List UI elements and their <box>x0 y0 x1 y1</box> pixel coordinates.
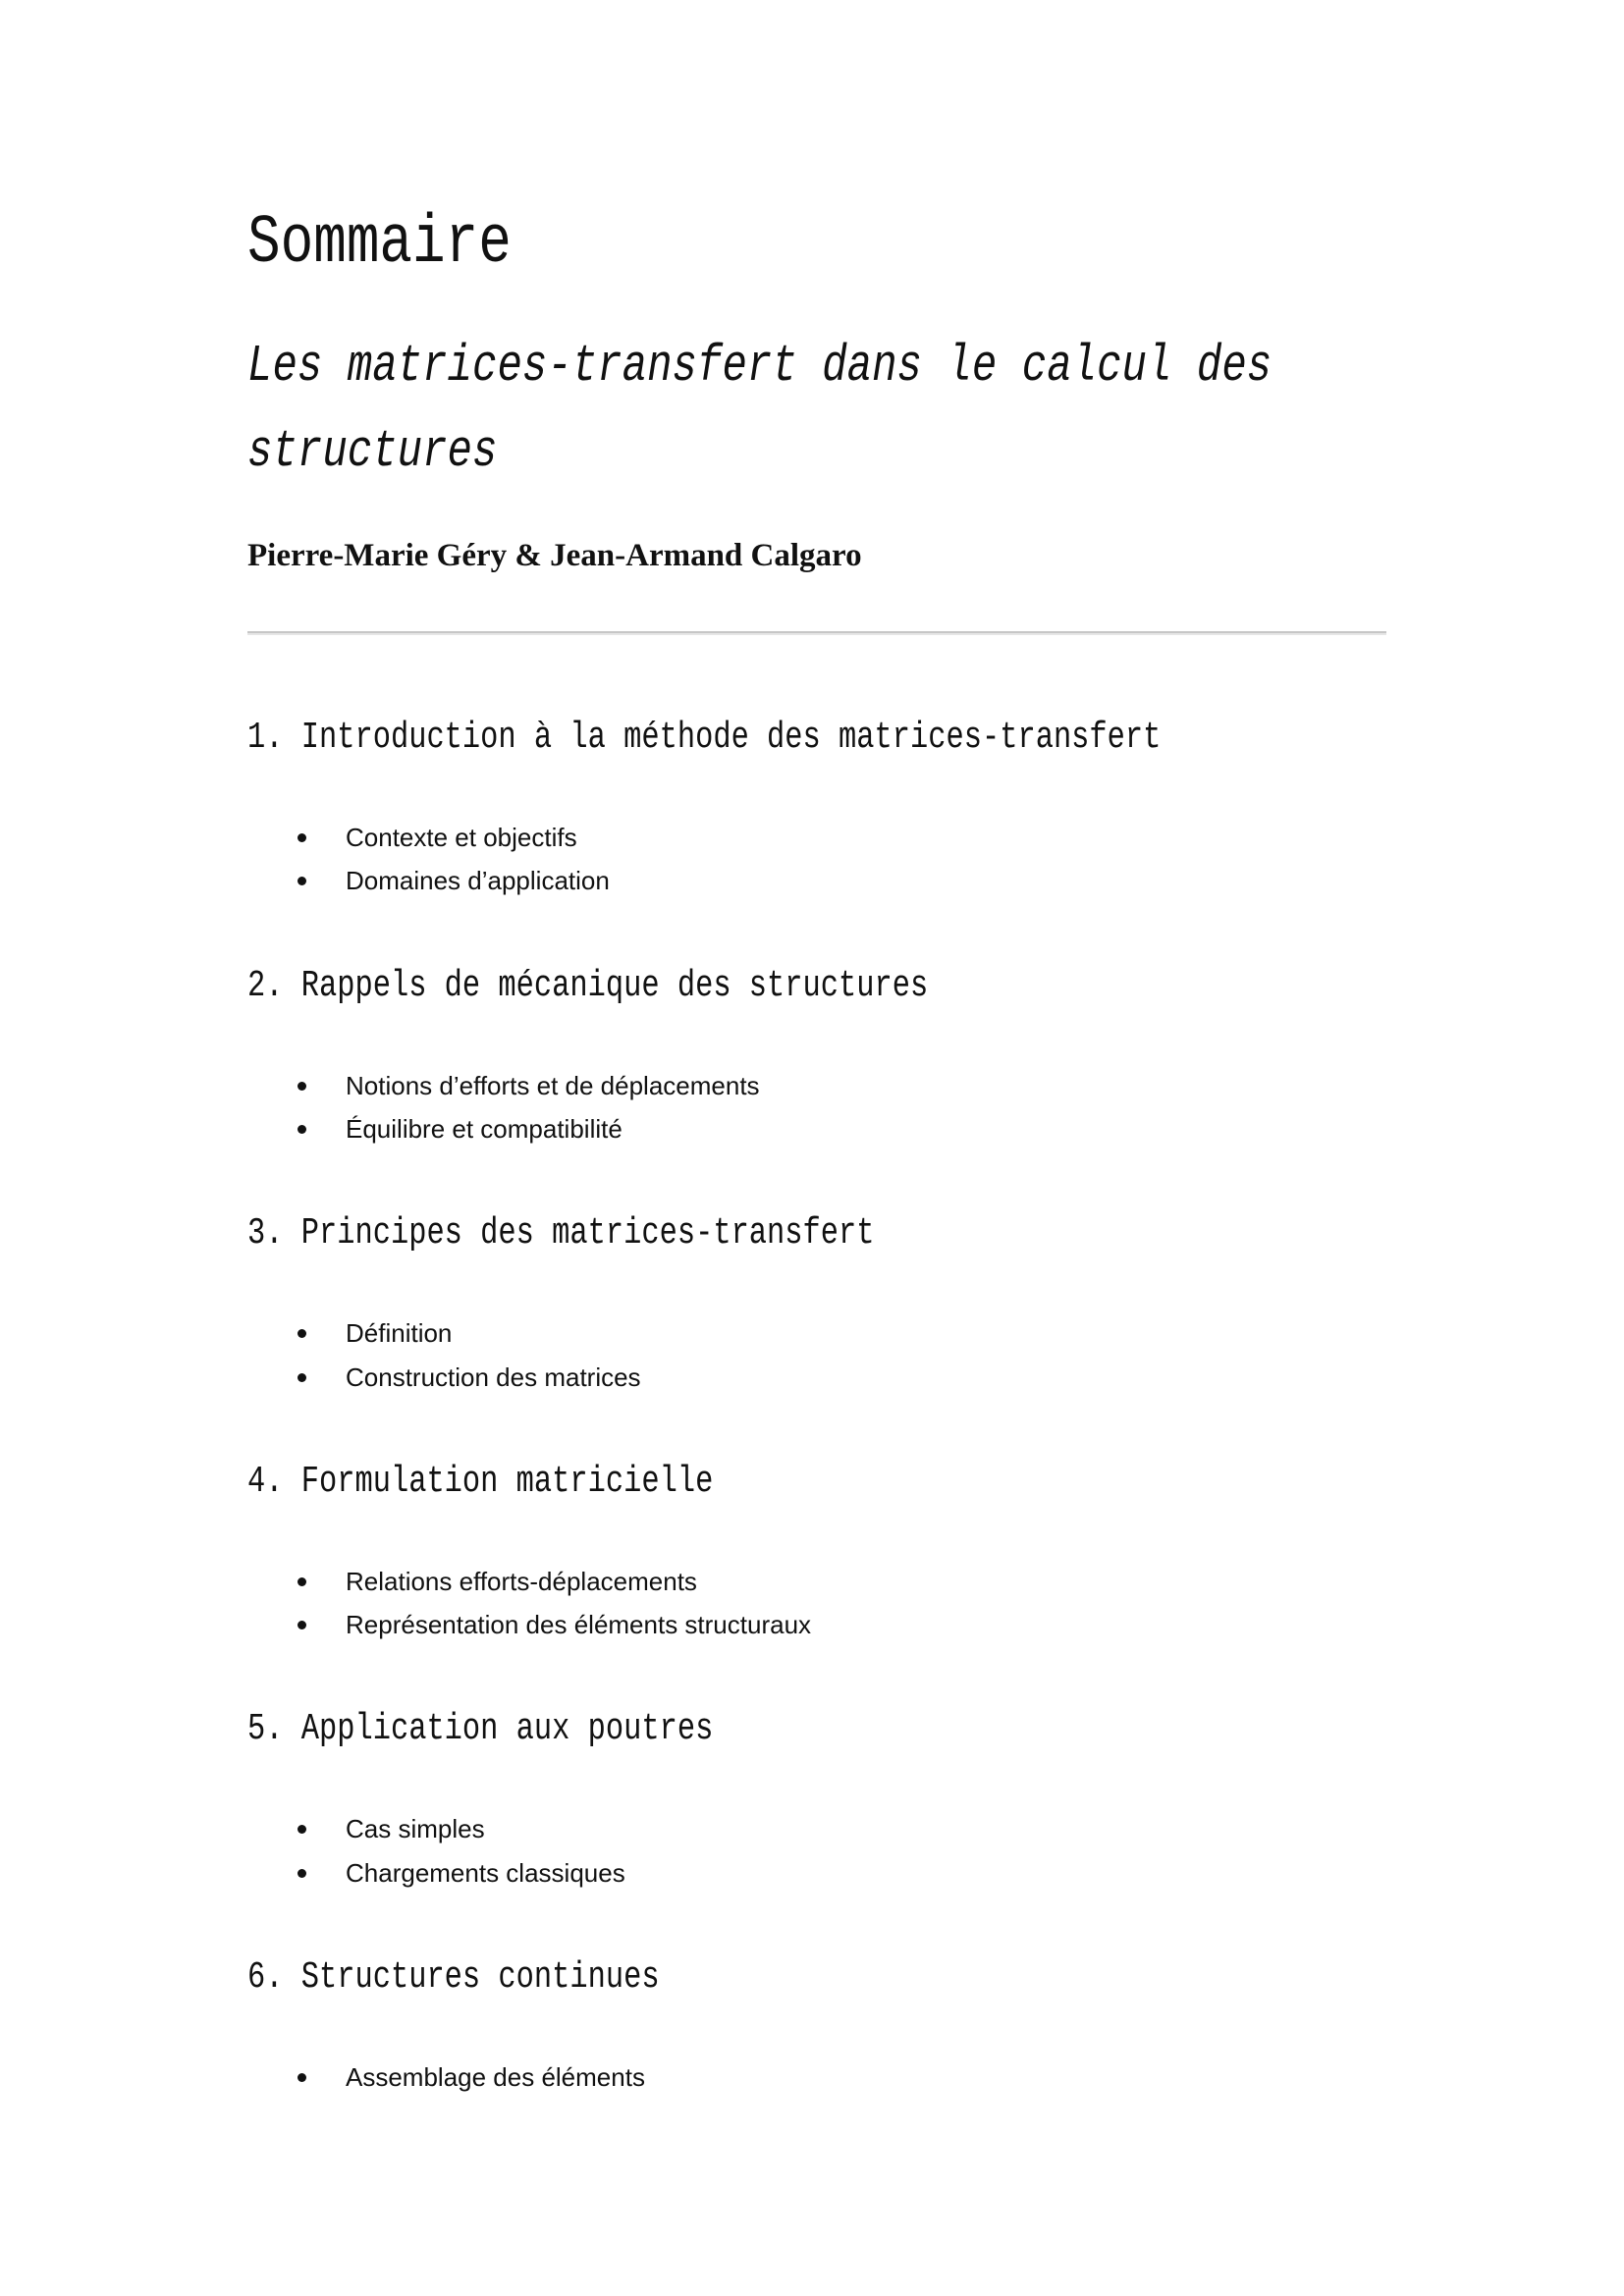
section-items <box>247 1560 1386 1647</box>
toc-section <box>247 1461 1386 1709</box>
section-title: Formulation matricielle <box>300 1460 714 1503</box>
bullet-icon <box>298 1825 306 1834</box>
section-number: 3. <box>247 1212 284 1255</box>
section-title: Introduction à la méthode des matrices-transfert <box>300 717 1162 759</box>
bullet-icon <box>298 1373 306 1382</box>
list-item-text: Assemblage des éléments <box>346 2061 645 2092</box>
section-title: Structures continues <box>300 1955 660 1999</box>
section-heading <box>247 717 1161 760</box>
list-item-text: Chargements classiques <box>346 1857 625 1888</box>
section-number: 5. <box>247 1708 284 1751</box>
section-title: Principes des matrices-transfert <box>300 1212 875 1255</box>
toc-section <box>247 1708 1386 1956</box>
section-title: Application aux poutres <box>300 1708 714 1751</box>
section-heading <box>247 965 928 1008</box>
bullet-icon <box>298 1577 306 1586</box>
list-item-text: Représentation des éléments structuraux <box>346 1610 812 1640</box>
section-items <box>247 2056 1386 2099</box>
section-heading <box>247 1708 713 1751</box>
bullet-icon <box>298 1125 306 1134</box>
list-item-text: Notions d’efforts et de déplacements <box>346 1070 760 1100</box>
list-item <box>247 1851 1386 1895</box>
list-item <box>247 1107 1386 1150</box>
list-item-text: Définition <box>346 1318 453 1349</box>
list-item <box>247 1560 1386 1603</box>
bullet-icon <box>298 1329 306 1338</box>
page-title: Sommaire <box>247 205 512 283</box>
list-item <box>247 1356 1386 1399</box>
section-heading <box>247 1212 875 1255</box>
bullet-icon <box>298 1082 306 1091</box>
title-divider <box>247 631 1386 635</box>
document-authors: Pierre-Marie Géry & Jean-Armand Calgaro <box>247 538 862 573</box>
list-item-text: Relations efforts-déplacements <box>346 1566 697 1596</box>
section-number: 4. <box>247 1460 284 1503</box>
bullet-icon <box>298 1869 306 1878</box>
toc-section <box>247 1212 1386 1461</box>
list-item <box>247 1603 1386 1646</box>
list-item-text: Équilibre et compatibilité <box>346 1113 623 1144</box>
section-items <box>247 816 1386 903</box>
list-item-text: Contexte et objectifs <box>346 823 577 852</box>
table-of-contents <box>247 717 1386 2205</box>
list-item <box>247 859 1386 902</box>
section-number: 2. <box>247 964 284 1007</box>
list-item-text: Construction des matrices <box>346 1362 641 1392</box>
document-subtitle: Les matrices-transfert dans le calcul des structures <box>247 337 1272 481</box>
toc-section <box>247 965 1386 1213</box>
section-number: 6. <box>247 1955 284 1999</box>
section-items <box>247 1807 1386 1895</box>
bullet-icon <box>298 1621 306 1629</box>
list-item <box>247 1311 1386 1355</box>
section-heading <box>247 1956 660 2000</box>
section-heading <box>247 1461 713 1504</box>
section-items <box>247 1311 1386 1399</box>
section-number: 1. <box>247 717 284 759</box>
section-items <box>247 1064 1386 1151</box>
section-title: Rappels de mécanique des structures <box>300 964 929 1007</box>
bullet-icon <box>298 877 306 885</box>
toc-section <box>247 1956 1386 2205</box>
list-item <box>247 1807 1386 1850</box>
list-item <box>247 2056 1386 2099</box>
bullet-icon <box>298 833 306 842</box>
toc-section <box>247 717 1386 965</box>
list-item-text: Domaines d’application <box>346 866 610 896</box>
bullet-icon <box>298 2073 306 2082</box>
list-item <box>247 816 1386 859</box>
list-item <box>247 1064 1386 1107</box>
list-item-text: Cas simples <box>346 1814 485 1844</box>
